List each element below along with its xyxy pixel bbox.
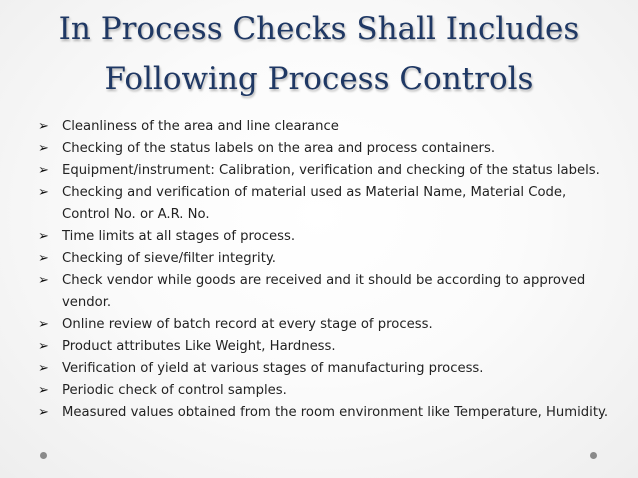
bullet-item	[38, 226, 618, 248]
bullet-item	[38, 336, 618, 358]
arrow-bullet-icon: ➢	[38, 383, 49, 398]
arrow-bullet-icon: ➢	[38, 119, 49, 134]
bullet-text: Measured values obtained from the room environment like Temperature, Humidity.	[62, 405, 609, 420]
bullet-text: Verification of yield at various stages of manufacturing process.	[62, 361, 484, 376]
bullet-item	[38, 160, 618, 182]
bullet-text: Equipment/instrument: Calibration, verification and checking of the status labels.	[62, 163, 600, 178]
arrow-bullet-icon: ➢	[38, 317, 49, 332]
arrow-bullet-icon: ➢	[38, 273, 49, 288]
bullet-item	[38, 248, 618, 270]
arrow-bullet-icon: ➢	[38, 405, 49, 420]
arrow-bullet-icon: ➢	[38, 251, 49, 266]
bullet-item	[38, 138, 618, 160]
bullet-item	[38, 402, 618, 424]
slide-title	[0, 4, 638, 104]
arrow-bullet-icon: ➢	[38, 185, 49, 200]
bullet-item	[38, 182, 618, 226]
bullet-item	[38, 314, 618, 336]
bullet-item	[38, 358, 618, 380]
arrow-bullet-icon: ➢	[38, 229, 49, 244]
bullet-item	[38, 380, 618, 402]
arrow-bullet-icon: ➢	[38, 163, 49, 178]
bullet-text: Checking of sieve/filter integrity.	[62, 251, 276, 266]
bullet-list	[38, 116, 618, 424]
bullet-text: Cleanliness of the area and line clearance	[62, 119, 339, 134]
bullet-text: Product attributes Like Weight, Hardness.	[62, 339, 336, 354]
arrow-bullet-icon: ➢	[38, 141, 49, 156]
slide-title-line-1: In Process Checks Shall Includes	[58, 11, 580, 47]
bullet-text: Checking of the status labels on the area and process containers.	[62, 141, 496, 156]
decorative-dot-left	[40, 452, 47, 459]
slide-title-line-2: Following Process Controls	[104, 61, 534, 97]
bullet-text: Periodic check of control samples.	[62, 383, 287, 398]
bullet-text: Checking and verification of material used as Material Name, Material Code, Control No. or A.R. No.	[62, 185, 567, 222]
bullet-item	[38, 116, 618, 138]
arrow-bullet-icon: ➢	[38, 361, 49, 376]
bullet-text: Time limits at all stages of process.	[62, 229, 296, 244]
decorative-dot-right	[590, 452, 597, 459]
bullet-text: Check vendor while goods are received and it should be according to approved vendor.	[62, 273, 586, 310]
bullet-text: Online review of batch record at every stage of process.	[62, 317, 433, 332]
bullet-item	[38, 270, 618, 314]
arrow-bullet-icon: ➢	[38, 339, 49, 354]
